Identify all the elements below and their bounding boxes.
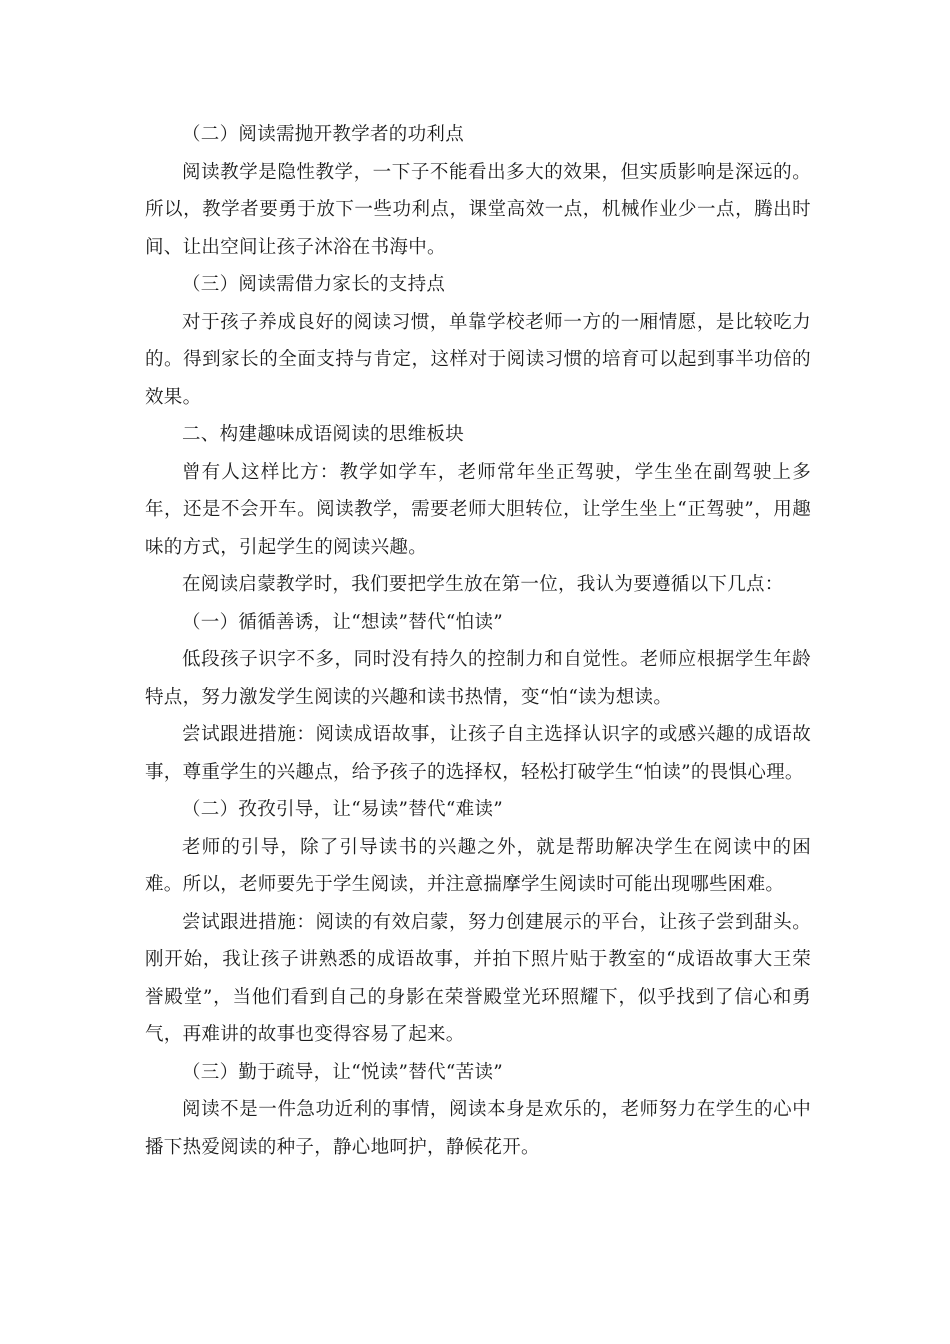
paragraph-teacher-guidance: 老师的引导，除了引导读书的兴趣之外，就是帮助解决学生在阅读中的困难。所以，老师要先于学生阅读，并注意揣摩学生阅读时可能出现哪些困难。 <box>145 836 811 895</box>
paragraph-implicit-teaching: 阅读教学是隐性教学，一下子不能看出多大的效果，但实质影响是深远的。所以，教学者要勇于放下一些功利点，课堂高效一点，机械作业少一点，腾出时间、让出空间让孩子沐浴在书海中。 <box>145 161 811 258</box>
section-heading-utilitarian: （二）阅读需抛开教学者的功利点 <box>182 124 465 145</box>
paragraph-measure-showcase: 尝试跟进措施：阅读的有效启蒙，努力创建展示的平台，让孩子尝到甜头。刚开始，我让孩子讲熟悉的成语故事，并拍下照片贴于教室的“成语故事大王荣誉殿堂”，当他们看到自己的身影在荣誉殿堂光环照耀下，似乎找到了信心和勇气，再难讲的故事也变得容易了起来。 <box>145 911 811 1045</box>
paragraph-measure-idiom-stories: 尝试跟进措施：阅读成语故事，让孩子自主选择认识字的或感兴趣的成语故事，尊重学生的兴趣点，给予孩子的选择权，轻松打破学生“怕读”的畏惧心理。 <box>145 724 811 783</box>
section-heading-idiom-reading: 二、构建趣味成语阅读的思维板块 <box>182 424 465 445</box>
paragraph-lower-grade: 低段孩子识字不多，同时没有持久的控制力和自觉性。老师应根据学生年龄特点，努力激发学生阅读的兴趣和读书热情，变“怕“读为想读。 <box>145 649 811 708</box>
paragraph-parent-support: 对于孩子养成良好的阅读习惯，单靠学校老师一方的一厢情愿，是比较吃力的。得到家长的全面支持与肯定，这样对于阅读习惯的培育可以起到事半功倍的效果。 <box>145 311 811 408</box>
subheading-easy-to-read: （二）孜孜引导，让“易读”替代“难读” <box>182 799 504 820</box>
subheading-want-to-read: （一）循循善诱，让“想读”替代“怕读” <box>182 611 504 633</box>
subheading-joyful-reading: （三）勤于疏导，让“悦读”替代“苦读” <box>182 1061 504 1083</box>
paragraph-driving-analogy: 曾有人这样比方：教学如学车，老师常年坐正驾驶，学生坐在副驾驶上多年，还是不会开车。阅读教学，需要老师大胆转位，让学生坐上“正驾驶”，用趣味的方式，引起学生的阅读兴趣。 <box>145 461 811 558</box>
paragraph-principles-intro: 在阅读启蒙教学时，我们要把学生放在第一位，我认为要遵循以下几点： <box>182 574 784 595</box>
document-body <box>145 116 811 1166</box>
section-heading-parent-support: （三）阅读需借力家长的支持点 <box>182 274 446 295</box>
paragraph-reading-joy: 阅读不是一件急功近利的事情，阅读本身是欢乐的，老师努力在学生的心中播下热爱阅读的种子，静心地呵护，静候花开。 <box>145 1099 811 1158</box>
